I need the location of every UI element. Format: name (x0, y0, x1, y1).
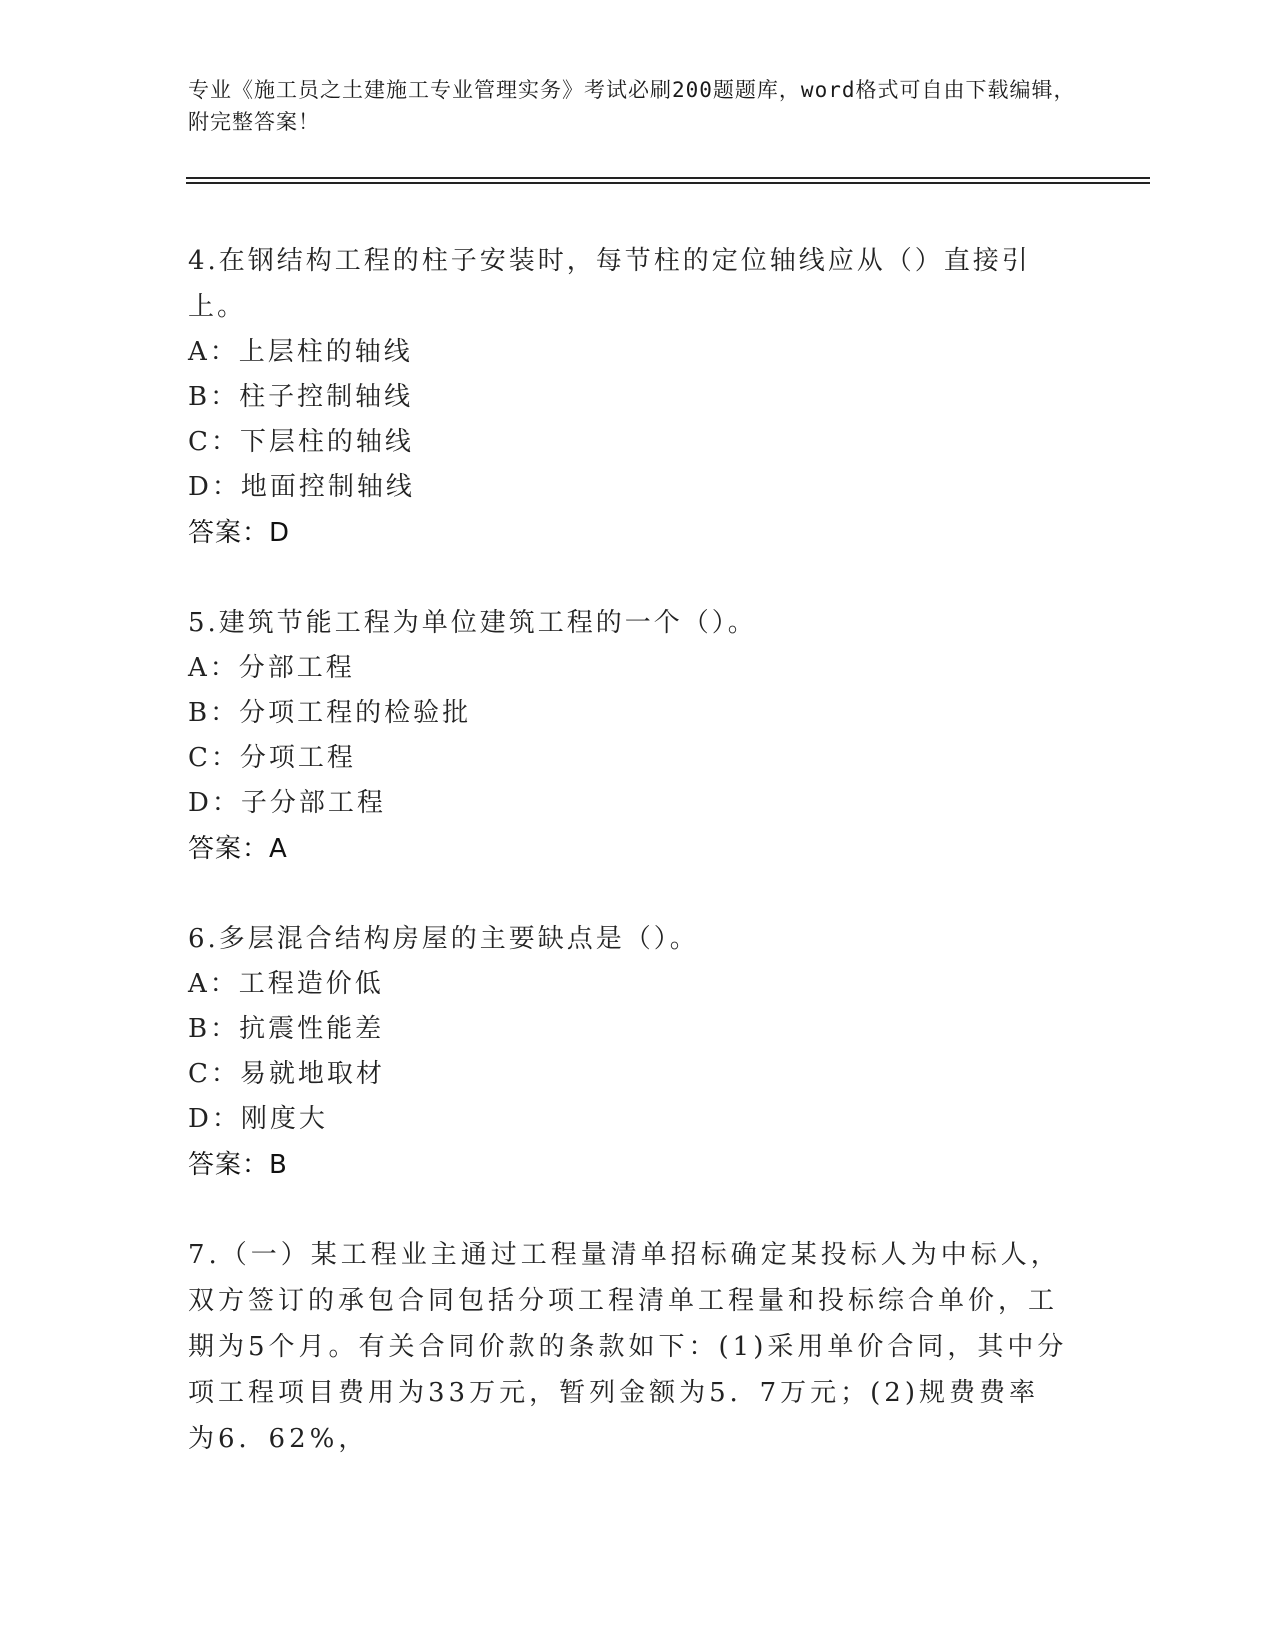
option-d: D：地面控制轴线 (188, 472, 415, 502)
option-d: D：子分部工程 (188, 788, 386, 818)
question-stem: 4.在钢结构工程的柱子安装时，每节柱的定位轴线应从（）直接引上。 (188, 246, 1031, 322)
option-b: B：抗震性能差 (188, 1014, 385, 1044)
option-b: B：柱子控制轴线 (188, 382, 414, 412)
question-4 (188, 238, 1068, 556)
option-a: A：上层柱的轴线 (188, 337, 413, 367)
option-c: C：易就地取材 (188, 1059, 385, 1089)
question-stem: 6.多层混合结构房屋的主要缺点是（）。 (188, 924, 699, 954)
question-6 (188, 916, 1068, 1188)
option-a: A：工程造价低 (188, 969, 384, 999)
header-rule-top (186, 177, 1150, 179)
option-a: A：分部工程 (188, 653, 355, 683)
document-header: 专业《施工员之土建施工专业管理实务》考试必刷200题题库，word格式可自由下载编辑，附完整答案！ (188, 78, 1076, 134)
question-stem: 7.（一）某工程业主通过工程量清单招标确定某投标人为中标人，双方签订的承包合同包括分项工程清单工程量和投标综合单价，工期为5个月。有关合同价款的条款如下：(1)采用单价合同，其中分项工程项目费用为33万元，暂列金额为5．7万元；(2)规费费率为6．62%， (188, 1240, 1068, 1454)
option-d: D：刚度大 (188, 1104, 328, 1134)
question-stem: 5.建筑节能工程为单位建筑工程的一个（）。 (188, 608, 757, 638)
answer-label: 答案：D (188, 518, 291, 548)
option-b: B：分项工程的检验批 (188, 698, 472, 728)
answer-label: 答案：B (188, 1150, 288, 1180)
question-list (188, 238, 1068, 1506)
option-c: C：下层柱的轴线 (188, 427, 414, 457)
answer-label: 答案：A (188, 834, 288, 864)
question-7 (188, 1232, 1068, 1462)
header-rule-bottom (186, 182, 1150, 184)
option-c: C：分项工程 (188, 743, 356, 773)
question-5 (188, 600, 1068, 872)
